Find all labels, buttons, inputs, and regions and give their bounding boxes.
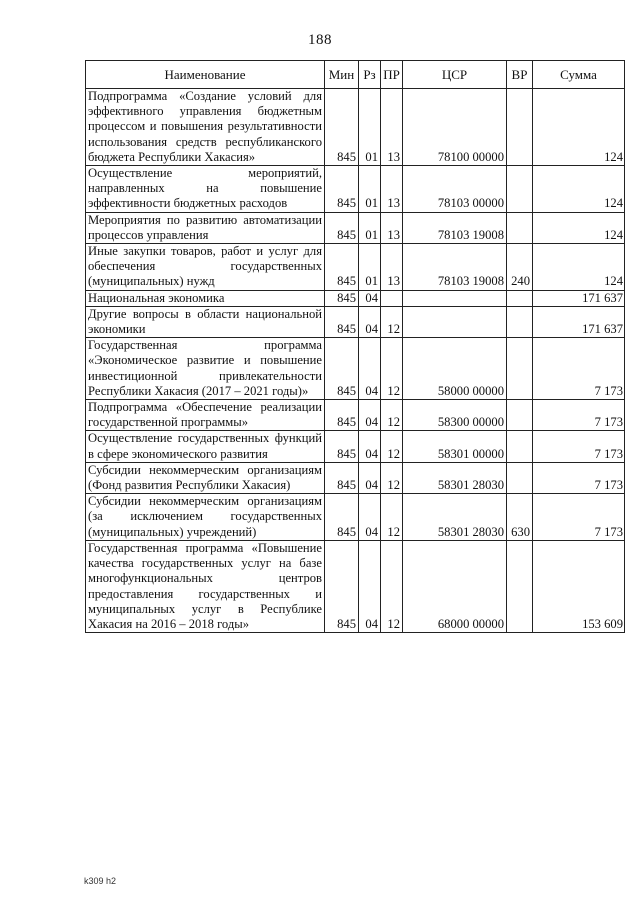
cell-vr xyxy=(507,338,533,400)
header-csr: ЦСР xyxy=(403,61,507,89)
cell-pr: 13 xyxy=(381,244,403,291)
cell-min: 845 xyxy=(325,540,359,632)
cell-vr xyxy=(507,540,533,632)
cell-pr xyxy=(381,290,403,306)
table-row xyxy=(86,306,625,337)
footer-code: k309 h2 xyxy=(84,876,117,886)
cell-csr: 58300 00000 xyxy=(403,400,507,431)
page-number: 188 xyxy=(308,32,332,48)
cell-min: 845 xyxy=(325,494,359,541)
table-row xyxy=(86,166,625,213)
cell-csr: 58301 00000 xyxy=(403,431,507,462)
budget-table xyxy=(85,60,625,633)
cell-name: Другие вопросы в области национальной экономики xyxy=(86,306,325,337)
cell-csr: 58000 00000 xyxy=(403,338,507,400)
table-row xyxy=(86,431,625,462)
cell-name: Субсидии некоммерческим организациям (Фонд развития Республики Хакасия) xyxy=(86,462,325,493)
cell-rz: 04 xyxy=(359,306,381,337)
cell-name: Осуществление государственных функций в сфере экономического развития xyxy=(86,431,325,462)
cell-name: Иные закупки товаров, работ и услуг для обеспечения государственных (муниципальных) нужд xyxy=(86,244,325,291)
cell-pr: 12 xyxy=(381,540,403,632)
cell-vr xyxy=(507,290,533,306)
cell-sum: 153 609 xyxy=(533,540,625,632)
cell-min: 845 xyxy=(325,306,359,337)
cell-rz: 01 xyxy=(359,89,381,166)
cell-rz: 04 xyxy=(359,400,381,431)
cell-sum: 124 xyxy=(533,212,625,243)
cell-vr xyxy=(507,306,533,337)
cell-rz: 04 xyxy=(359,290,381,306)
cell-min: 845 xyxy=(325,462,359,493)
table-row xyxy=(86,89,625,166)
cell-rz: 04 xyxy=(359,338,381,400)
cell-name: Национальная экономика xyxy=(86,290,325,306)
table-row xyxy=(86,290,625,306)
cell-rz: 01 xyxy=(359,166,381,213)
cell-sum: 124 xyxy=(533,244,625,291)
cell-name: Государственная программа «Экономическое развитие и повышение инвестиционной привлекательности Республики Хакасия (2017 – 2021 годы)» xyxy=(86,338,325,400)
cell-vr xyxy=(507,166,533,213)
table-row xyxy=(86,338,625,400)
cell-vr xyxy=(507,431,533,462)
cell-name: Субсидии некоммерческим организациям (за исключением государственных (муниципальных) учреждений) xyxy=(86,494,325,541)
header-vr: ВР xyxy=(507,61,533,89)
cell-sum: 7 173 xyxy=(533,462,625,493)
cell-pr: 12 xyxy=(381,338,403,400)
cell-pr: 12 xyxy=(381,306,403,337)
cell-name: Мероприятия по развитию автоматизации процессов управления xyxy=(86,212,325,243)
cell-min: 845 xyxy=(325,400,359,431)
cell-min: 845 xyxy=(325,166,359,213)
cell-sum: 7 173 xyxy=(533,494,625,541)
cell-min: 845 xyxy=(325,89,359,166)
cell-min: 845 xyxy=(325,290,359,306)
cell-sum: 7 173 xyxy=(533,400,625,431)
cell-vr xyxy=(507,462,533,493)
cell-min: 845 xyxy=(325,338,359,400)
cell-csr xyxy=(403,306,507,337)
cell-rz: 04 xyxy=(359,494,381,541)
cell-vr xyxy=(507,400,533,431)
cell-csr: 58301 28030 xyxy=(403,462,507,493)
table-row xyxy=(86,462,625,493)
table-row xyxy=(86,540,625,632)
cell-name: Подпрограмма «Обеспечение реализации государственной программы» xyxy=(86,400,325,431)
cell-name: Осуществление мероприятий, направленных на повышение эффективности бюджетных расходов xyxy=(86,166,325,213)
cell-rz: 01 xyxy=(359,212,381,243)
cell-vr: 630 xyxy=(507,494,533,541)
cell-vr xyxy=(507,89,533,166)
table-row xyxy=(86,212,625,243)
cell-vr xyxy=(507,212,533,243)
cell-pr: 12 xyxy=(381,494,403,541)
cell-csr xyxy=(403,290,507,306)
cell-csr: 68000 00000 xyxy=(403,540,507,632)
cell-name: Государственная программа «Повышение качества государственных услуг на базе многофункциональных центров предоставления государственных и муниципальных услуг в Республике Хакасия на 2016 – 2018 годы» xyxy=(86,540,325,632)
header-min: Мин xyxy=(325,61,359,89)
header-rz: Рз xyxy=(359,61,381,89)
cell-sum: 124 xyxy=(533,166,625,213)
cell-csr: 78100 00000 xyxy=(403,89,507,166)
cell-min: 845 xyxy=(325,431,359,462)
cell-sum: 171 637 xyxy=(533,290,625,306)
header-sum: Сумма xyxy=(533,61,625,89)
cell-vr: 240 xyxy=(507,244,533,291)
cell-sum: 7 173 xyxy=(533,431,625,462)
table-row xyxy=(86,244,625,291)
cell-csr: 78103 00000 xyxy=(403,166,507,213)
cell-rz: 04 xyxy=(359,540,381,632)
cell-csr: 58301 28030 xyxy=(403,494,507,541)
cell-rz: 01 xyxy=(359,244,381,291)
table-header-row xyxy=(86,61,625,89)
cell-sum: 7 173 xyxy=(533,338,625,400)
table-row xyxy=(86,494,625,541)
header-name: Наименование xyxy=(86,61,325,89)
cell-min: 845 xyxy=(325,212,359,243)
cell-pr: 12 xyxy=(381,431,403,462)
cell-pr: 12 xyxy=(381,462,403,493)
cell-rz: 04 xyxy=(359,462,381,493)
cell-rz: 04 xyxy=(359,431,381,462)
cell-name: Подпрограмма «Создание условий для эффективного управления бюджетным процессом и повышения результативности использования средств республиканского бюджета Республики Хакасия» xyxy=(86,89,325,166)
cell-sum: 124 xyxy=(533,89,625,166)
cell-csr: 78103 19008 xyxy=(403,212,507,243)
cell-sum: 171 637 xyxy=(533,306,625,337)
header-pr: ПР xyxy=(381,61,403,89)
table-row xyxy=(86,400,625,431)
cell-pr: 13 xyxy=(381,89,403,166)
cell-min: 845 xyxy=(325,244,359,291)
cell-pr: 13 xyxy=(381,166,403,213)
cell-pr: 13 xyxy=(381,212,403,243)
cell-csr: 78103 19008 xyxy=(403,244,507,291)
cell-pr: 12 xyxy=(381,400,403,431)
